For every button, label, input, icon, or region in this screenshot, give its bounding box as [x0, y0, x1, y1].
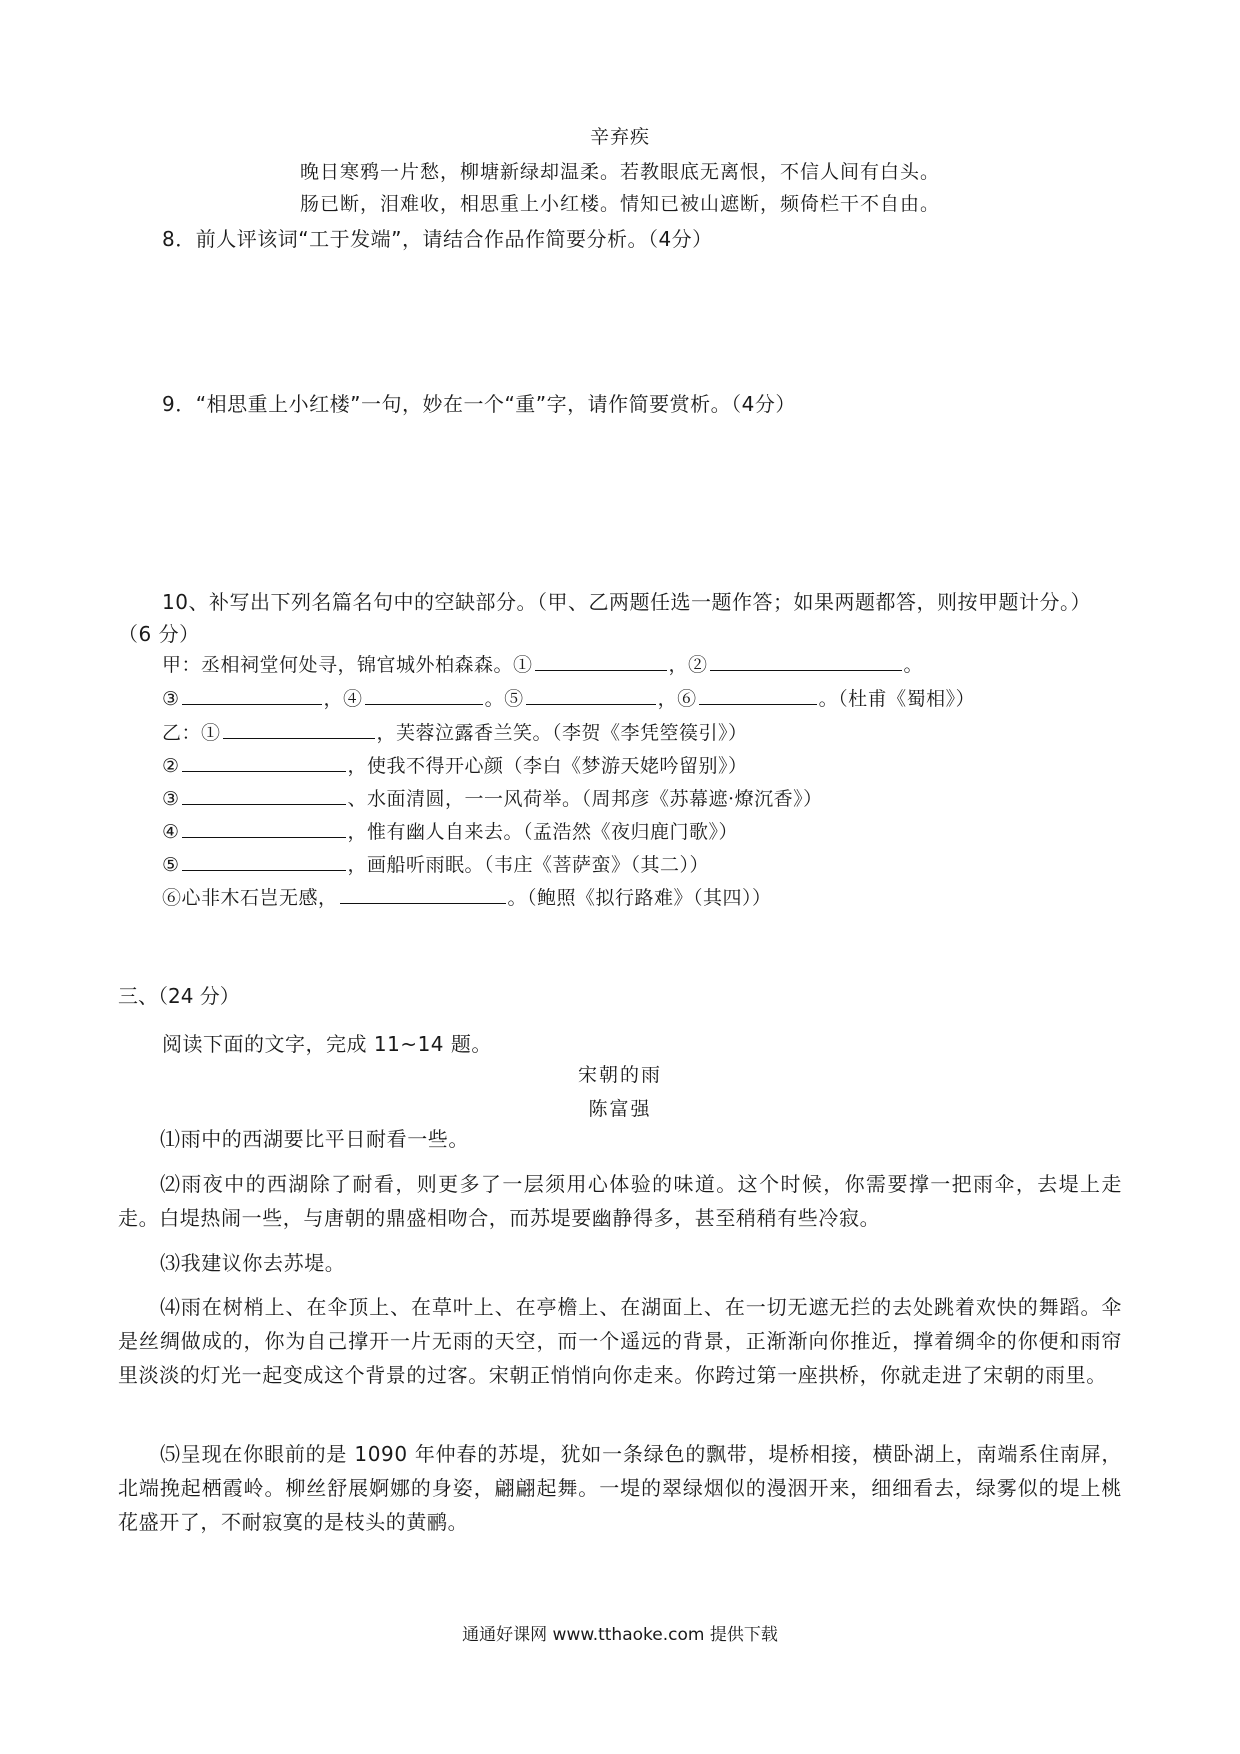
- answer-blank[interactable]: [182, 817, 346, 838]
- answer-blank[interactable]: [182, 684, 322, 705]
- fill-text: ，画船听雨眠。（韦庄《菩萨蛮》（其二））: [347, 854, 710, 876]
- fill-text: ，惟有幽人自来去。（孟浩然《夜归鹿门歌》）: [347, 821, 739, 843]
- paragraph-1: ⑴雨中的西湖要比平日耐看一些。: [160, 1127, 469, 1151]
- fill-text: ，②: [668, 654, 708, 676]
- paragraph-3: ⑶我建议你去苏堤。: [160, 1251, 346, 1275]
- question-9: 9．“相思重上小红楼”一句，妙在一个“重”字，请作简要赏析。（4分）: [162, 392, 796, 416]
- answer-blank[interactable]: [535, 650, 667, 671]
- paragraph-4: ⑷雨在树梢上、在伞顶上、在草叶上、在亭檐上、在湖面上、在一切无遮无拦的去处跳着欢快的舞蹈。伞是丝绸做成的，你为自己撑开一片无雨的天空，而一个遥远的背景，正渐渐向你推近，撑着绸伞的你便和雨帘里淡淡的灯光一起变成这个背景的过客。宋朝正悄悄向你走来。你跨过第一座拱桥，你就走进了宋朝的雨里。: [118, 1295, 1122, 1387]
- poem-line-2: 肠已断，泪难收，相思重上小红楼。情知已被山遮断，频倚栏干不自由。: [299, 193, 940, 215]
- fill-text: 甲：丞相祠堂何处寻，锦官城外柏森森。①: [162, 654, 533, 676]
- article-title: 宋朝的雨: [577, 1064, 662, 1086]
- answer-blank[interactable]: [365, 684, 483, 705]
- fill-text: ④: [162, 821, 180, 843]
- fill-text: ，使我不得开心颜（李白《梦游天姥吟留别》）: [347, 755, 748, 777]
- fill-text: ②: [162, 755, 180, 777]
- fill-text: ③: [162, 688, 180, 710]
- article-author: 陈富强: [588, 1098, 652, 1120]
- fill-text: ，芙蓉泣露香兰笑。（李贺《李凭箜篌引》）: [376, 722, 748, 744]
- fill-yi-line-3: [162, 784, 823, 811]
- reading-intro: 阅读下面的文字，完成 11~14 题。: [162, 1032, 492, 1056]
- answer-blank[interactable]: [526, 684, 656, 705]
- fill-text: ，⑥: [657, 688, 697, 710]
- fill-jia-line-2: [162, 684, 975, 711]
- paragraph-2: ⑵雨夜中的西湖除了耐看，则更多了一层须用心体验的味道。这个时候，你需要撑一把雨伞，去堤上走走。白堤热闹一些，与唐朝的鼎盛相吻合，而苏堤要幽静得多，甚至稍稍有些冷寂。: [118, 1172, 1122, 1230]
- fill-text: 乙：①: [162, 722, 221, 744]
- fill-yi-line-5: [162, 850, 709, 877]
- answer-blank[interactable]: [710, 650, 902, 671]
- question-8: 8．前人评该词“工于发端”，请结合作品作简要分析。（4分）: [162, 227, 713, 251]
- fill-text: 。（鲍照《拟行路难》（其四））: [507, 887, 772, 909]
- poem-author: 辛弃疾: [589, 126, 650, 148]
- question-10-line-1: 10、补写出下列名篇名句中的空缺部分。（甲、乙两题任选一题作答；如果两题都答，则按甲题计分。）: [162, 590, 1091, 614]
- fill-text: ⑤: [162, 854, 180, 876]
- answer-blank[interactable]: [223, 718, 375, 739]
- paragraph-5: ⑸呈现在你眼前的是 1090 年仲春的苏堤，犹如一条绿色的飘带，堤桥相接，横卧湖上，南端系住南屏，北端挽起栖霞岭。柳丝舒展婀娜的身姿，翩翩起舞。一堤的翠绿烟似的漫洇开来，细细看去，绿雾似的堤上桃花盛开了，不耐寂寞的是枝头的黄鹂。: [118, 1442, 1122, 1534]
- fill-text: 。⑤: [484, 688, 524, 710]
- fill-yi-line-6: [162, 883, 772, 910]
- fill-text: ，④: [323, 688, 363, 710]
- fill-text: 。: [903, 654, 924, 676]
- fill-yi-line-1: [162, 718, 748, 745]
- fill-text: ③: [162, 788, 180, 810]
- fill-text: ⑥心非木石岂无感，: [162, 887, 338, 909]
- footer-credit: 通通好课网 www.tthaoke.com 提供下载: [462, 1625, 778, 1645]
- fill-jia-line-1: [162, 650, 923, 677]
- section-3-heading: 三、（24 分）: [118, 984, 240, 1008]
- answer-blank[interactable]: [182, 784, 346, 805]
- fill-text: 、水面清圆，一一风荷举。（周邦彦《苏幕遮·燎沉香》）: [347, 788, 823, 810]
- fill-yi-line-4: [162, 817, 738, 844]
- fill-yi-line-2: [162, 751, 748, 778]
- fill-text: 。（杜甫《蜀相》）: [818, 688, 976, 710]
- poem-line-1: 晚日寒鸦一片愁，柳塘新绿却温柔。若教眼底无离恨，不信人间有白头。: [299, 161, 940, 183]
- answer-blank[interactable]: [699, 684, 817, 705]
- answer-blank[interactable]: [340, 883, 506, 904]
- question-10-line-2: （6 分）: [118, 622, 200, 646]
- answer-blank[interactable]: [182, 751, 346, 772]
- answer-blank[interactable]: [182, 850, 346, 871]
